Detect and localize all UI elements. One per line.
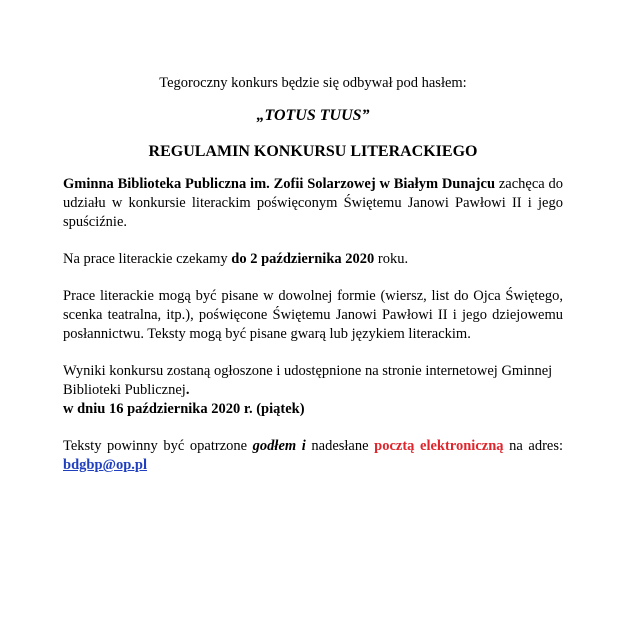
deadline-suffix: roku. bbox=[374, 251, 409, 267]
results-text: Wyniki konkursu zostaną ogłoszone i udostępnione na stronie internetowej Gminnej Biblioteki Publicznej bbox=[63, 363, 553, 398]
invitation-text: zachęca do udziału w konkursie literackim poświęconym Świętemu Janowi Pawłowi II i jego spuściźnie. bbox=[63, 176, 563, 230]
submission-i: i bbox=[301, 438, 306, 454]
paragraph-results bbox=[63, 362, 563, 419]
paragraph-submission bbox=[63, 437, 563, 475]
deadline-prefix: Na prace literackie czekamy bbox=[63, 251, 232, 267]
results-dot: . bbox=[185, 382, 190, 398]
submission-middle: nadesłane bbox=[305, 438, 375, 454]
contest-motto: „TOTUS TUUS” bbox=[256, 107, 370, 124]
results-date: w dniu 16 października 2020 r. (piątek) bbox=[63, 401, 305, 417]
organizer-name: Gminna Biblioteka Publiczna im. Zofii Solarzowej w Białym Dunajcu bbox=[63, 176, 496, 192]
paragraph-deadline bbox=[63, 250, 563, 269]
email-link[interactable]: bdgbp@op.pl bbox=[63, 457, 148, 473]
deadline-date: do 2 października 2020 bbox=[231, 251, 375, 267]
document-page bbox=[63, 74, 563, 493]
submission-prefix: Teksty powinny być opatrzone bbox=[63, 438, 253, 454]
submission-godlem: godłem bbox=[252, 438, 297, 454]
results-text-line bbox=[63, 362, 563, 400]
intro-text: Tegoroczny konkurs będzie się odbywał pod hasłem: bbox=[159, 75, 467, 91]
regulations-heading: REGULAMIN KONKURSU LITERACKIEGO bbox=[148, 143, 478, 160]
paragraph-invitation bbox=[63, 175, 563, 232]
paragraph-rules: Prace literackie mogą być pisane w dowolnej formie (wiersz, list do Ojca Świętego, scenka teatralna, itp.), poświęcone Świętemu Janowi Pawłowi II i jego dziejowemu posłannictwu. Teksty mogą być pisane gwarą lub językiem literackim. bbox=[63, 288, 563, 342]
submission-method: pocztą elektroniczną bbox=[374, 438, 504, 454]
submission-suffix: na adres: bbox=[503, 438, 564, 454]
